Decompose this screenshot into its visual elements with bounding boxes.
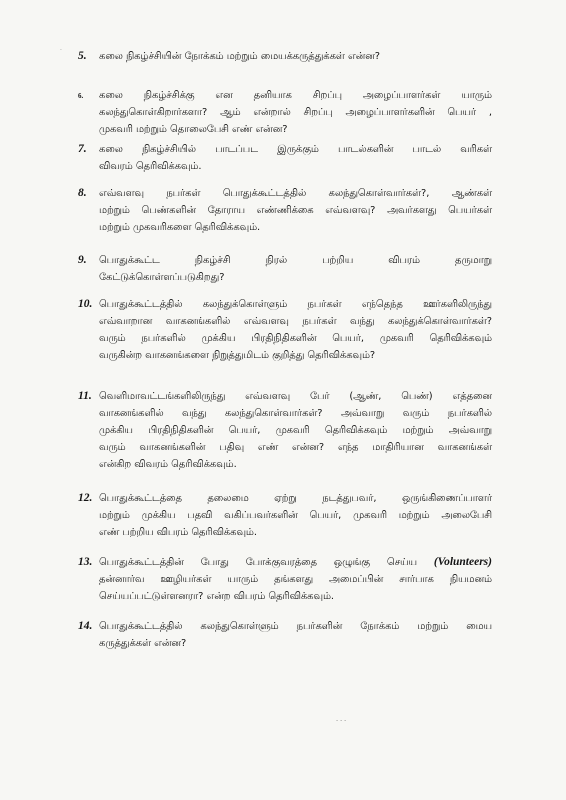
- question-number: 9.: [78, 254, 87, 266]
- question-item-13: [78, 554, 492, 605]
- question-line: எண் பற்றிய விபரம் தெரிவிக்கவும்.: [99, 527, 257, 538]
- question-line: மற்றும் பெண்களின் தோராய எண்ணிக்கை எவ்வளவு? அவர்களது பெயர்கள்: [99, 205, 492, 216]
- question-line: பொதுக்கூட்டத்தை தலைமை ஏற்று நடத்துபவர், ஒருங்கிணைப்பாளர்: [99, 493, 492, 504]
- question-line: கலை நிகழ்ச்சிக்கு என தனியாக சிறப்பு அழைப்பாளர்கள் யாரும்: [99, 90, 492, 101]
- question-text: [99, 490, 492, 541]
- question-number: 12.: [78, 492, 93, 504]
- question-line: வரும் நபர்களில் முக்கிய பிரதிநிதிகளின் பெயர், முகவரி தெரிவிக்கவும்: [99, 333, 492, 344]
- question-text: [99, 252, 492, 286]
- question-line: கேட்டுக்கொள்ளப்படுகிறது?: [99, 272, 225, 283]
- question-line: எவ்வாறான வாகனங்களில் எவ்வளவு நபர்கள் வந்து கலந்துக்கொள்வார்கள்?: [99, 316, 492, 327]
- question-line-tamil: பொதுக்கூட்டத்தின் போது போக்குவரத்தை ஒழுங்கு செய்ய: [99, 557, 434, 568]
- question-item-8: [78, 185, 492, 236]
- question-text: [99, 388, 492, 473]
- question-item-11: [78, 388, 492, 473]
- question-text: [99, 185, 492, 236]
- question-number: 10.: [78, 298, 93, 310]
- page-speck: - - -: [336, 717, 347, 724]
- question-text: [99, 296, 492, 364]
- question-line: மற்றும் முகவரிகளை தெரிவிக்கவும்.: [99, 222, 261, 233]
- question-line: முகவரி மற்றும் தொலைபேசி எண் என்ன?: [99, 124, 288, 135]
- question-number: 14.: [78, 620, 93, 632]
- question-line: பொதுக்கூட்ட நிகழ்ச்சி நிரல் பற்றிய விபரம் தருமாறு: [99, 255, 492, 266]
- question-item-6: [78, 87, 492, 138]
- question-text: [99, 618, 492, 652]
- question-line: [99, 554, 492, 571]
- question-text: [99, 141, 492, 175]
- question-item-9: [78, 252, 492, 286]
- question-line: பொதுக்கூட்டத்தில் கலந்துக்கொள்ளும் நபர்கள் எந்தெந்த ஊர்களிலிருந்து: [99, 299, 492, 310]
- question-line: முக்கிய பிரதிநிதிகளின் பெயர், முகவரி தெரிவிக்கவும் மற்றும் அவ்வாறு: [99, 425, 492, 436]
- question-line: வரும் வாகனங்களின் பதிவு எண் என்ன? எந்த மாதிரியான வாகனங்கள்: [99, 442, 492, 453]
- question-item-14: [78, 618, 492, 652]
- question-line: வெளிமாவட்டங்களிலிருந்து எவ்வளவு பேர் (ஆண், பெண்) எத்தனை: [99, 391, 492, 402]
- question-number: 5.: [78, 50, 87, 62]
- question-line: மற்றும் முக்கிய பதவி வகிப்பவர்களின் பெயர், முகவரி மற்றும் அலைபேசி: [99, 510, 492, 521]
- question-number: 8.: [78, 187, 87, 199]
- question-text: [99, 554, 492, 605]
- question-number: 13.: [78, 556, 93, 568]
- question-line: தன்னார்வ ஊழியர்கள் யாரும் தங்களது அமைப்பின் சார்பாக நியமனம்: [99, 574, 492, 585]
- question-item-10: [78, 296, 492, 364]
- question-text: [99, 48, 492, 65]
- volunteers-term: (Volunteers): [433, 556, 492, 568]
- page-speck: ·: [60, 47, 62, 54]
- question-line: கலை நிகழ்ச்சியின் நோக்கம் மற்றும் மையக்கருத்துக்கள் என்ன?: [99, 51, 381, 62]
- question-number: 7.: [78, 143, 87, 155]
- question-line: கலந்துகொள்கிறார்களா? ஆம் என்றால் சிறப்பு அழைப்பாளர்களின் பெயர் ,: [99, 107, 492, 118]
- question-number: 11.: [78, 390, 92, 402]
- question-line: என்கிற விவரம் தெரிவிக்கவும்.: [99, 459, 237, 470]
- question-item-7: [78, 141, 492, 175]
- question-line: செய்யப்பட்டுள்ளனரா? என்ற விபரம் தெரிவிக்கவும்.: [99, 591, 335, 602]
- question-line: கலை நிகழ்ச்சியில் பாடப்பட இருக்கும் பாடல்களின் பாடல் வரிகள்: [99, 144, 492, 155]
- question-line: கருத்துக்கள் என்ன?: [99, 638, 187, 649]
- question-text: [99, 87, 492, 138]
- question-line: வருகின்ற வாகனங்களை நிறுத்துமிடம் குறித்து தெரிவிக்கவும்?: [99, 350, 376, 361]
- question-line: விவரம் தெரிவிக்கவும்.: [99, 161, 202, 172]
- question-item-5: [78, 48, 492, 65]
- question-line: எவ்வளவு நபர்கள் பொதுக்கூட்டத்தில் கலந்துகொள்வார்கள்?, ஆண்கள்: [99, 188, 492, 199]
- question-number: 6.: [78, 92, 84, 100]
- question-line: வாகனங்களில் வந்து கலந்துகொள்வார்கள்? அவ்வாறு வரும் நபர்களில்: [99, 408, 492, 419]
- question-item-12: [78, 490, 492, 541]
- question-line: பொதுக்கூட்டத்தில் கலந்துகொள்ளும் நபர்களின் நோக்கம் மற்றும் மைய: [99, 621, 492, 632]
